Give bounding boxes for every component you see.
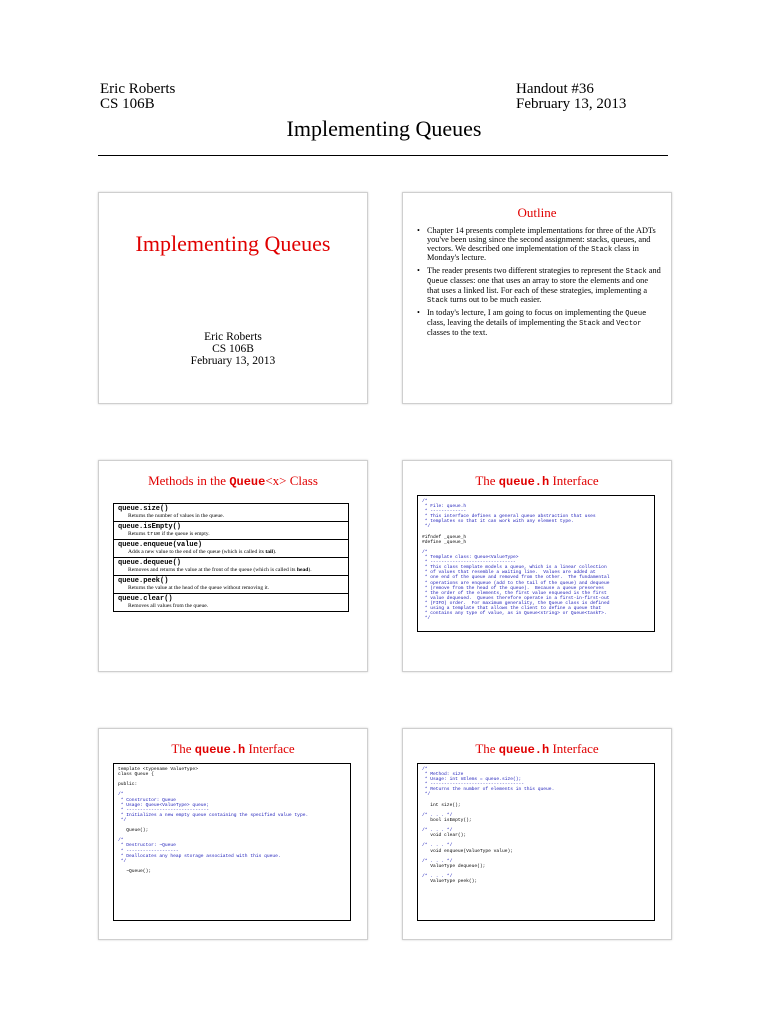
code-line: * value dequeued. Queues therefore operate in a first-in-first-out: [422, 595, 610, 601]
code-line: void clear();: [422, 833, 467, 839]
code-line: * the order of the elements, the first value enqueued is the first: [422, 590, 607, 596]
code-line: * -------------------: [118, 848, 179, 854]
slide-methods: [98, 460, 368, 672]
code-line: /* . . . */: [422, 828, 453, 834]
slide-outline: [402, 192, 672, 404]
slide-outline-title: Outline: [517, 205, 557, 220]
code-line: /* . . . */: [422, 858, 453, 864]
code-line: * Method: size: [422, 772, 464, 778]
slide-methods-title: Methods in the Queue<x> Class: [148, 473, 318, 489]
course-code: CS 106B: [100, 96, 155, 112]
code-line: * -------------------------------: [422, 560, 516, 566]
slide-queue-interface-title: The queue.h Interface: [475, 741, 599, 757]
code-line: * of values that resemble a waiting line. Values are added at: [422, 570, 596, 576]
slide-queue-interface-3: [402, 728, 672, 940]
code-line: void enqueue(ValueType value);: [422, 848, 513, 854]
code-line: public:: [118, 782, 138, 788]
code-line: * contains any type of value, as in Queue<string> or Queue<taskT>.: [422, 611, 607, 617]
slide-queue-interface-title: The queue.h Interface: [171, 741, 295, 757]
slide-title-heading: Implementing Queues: [135, 231, 331, 256]
code-line: * Deallocates any heap storage associated with this queue.: [118, 853, 281, 859]
code-line: * This class template models a queue, which is a linear collection: [422, 565, 607, 571]
code-line: class Queue {: [118, 772, 154, 778]
slide-title: [98, 192, 368, 404]
code-line: Queue();: [118, 828, 149, 834]
slide-author: Eric Roberts: [204, 331, 262, 343]
code-line: #ifndef _queue_h: [422, 534, 467, 540]
code-line: * using a template that allows the client to define a queue that: [422, 605, 602, 611]
code-line: * (remove from the head of the queue). Because a queue preserves: [422, 585, 604, 591]
code-listing: [417, 763, 655, 921]
slide-queue-interface-1: [402, 460, 672, 672]
code-line: * Usage: Queue<ValueType> queue;: [118, 802, 209, 808]
code-line: * Destructor: ~Queue: [118, 843, 176, 849]
code-listing: [417, 495, 655, 632]
code-line: /* . . . */: [422, 812, 453, 818]
table-row: queue.dequeue() Removes and returns the value at the front of the queue (which is called its head).: [114, 558, 349, 576]
code-line: /*: [118, 838, 124, 844]
handout-number: Handout #36: [516, 81, 594, 97]
code-line: * ------------------------------: [118, 807, 209, 813]
code-line: /*: [422, 549, 428, 555]
page-title: Implementing Queues: [286, 116, 482, 141]
code-line: * -------------: [422, 509, 467, 515]
code-line: */: [118, 817, 127, 823]
code-line: * Constructor: Queue: [118, 797, 176, 803]
code-line: #define _queue_h: [422, 539, 467, 545]
table-row: queue.enqueue(value) Adds a new value to the end of the queue (which is called its tail).: [114, 540, 349, 558]
code-line: ~Queue();: [118, 868, 152, 874]
code-line: /*: [422, 499, 428, 504]
code-line: * Initializes a new empty queue containing the specified value type.: [118, 812, 309, 818]
code-line: * (FIFO) order. For maximum generality, the Queue class is defined: [422, 600, 610, 606]
code-line: /*: [422, 767, 428, 772]
code-line: * Usage: int nElems = queue.size();: [422, 777, 522, 783]
table-row: queue.clear() Removes all values from the queue.: [114, 594, 349, 612]
code-line: * This interface defines a general queue abstraction that uses: [422, 514, 596, 520]
outline-bullet-list: [417, 227, 662, 342]
handout-date: February 13, 2013: [516, 96, 627, 112]
slide-course: CS 106B: [212, 343, 254, 355]
code-line: ValueType dequeue();: [422, 863, 486, 869]
table-row: queue.isEmpty() Returns true if the queue is empty.: [114, 522, 349, 540]
code-line: * one end of the queue and removed from the other. The fundamental: [422, 575, 610, 581]
code-line: */: [422, 524, 431, 530]
methods-table: [113, 503, 349, 612]
code-line: */: [422, 792, 431, 798]
table-row: queue.peek() Returns the value at the head of the queue without removing it.: [114, 576, 349, 594]
code-line: * templates so that it can work with any element type.: [422, 519, 574, 525]
header-divider: [98, 155, 668, 156]
code-line: bool isEmpty();: [422, 817, 472, 823]
author-name: Eric Roberts: [100, 81, 176, 97]
slide-date: February 13, 2013: [190, 355, 276, 367]
table-row: queue.size() Returns the number of values in the queue.: [114, 504, 349, 522]
outline-bullet: • Chapter 14 presents complete implementations for three of the ADTs you've been using since the second assignment: stacks, queues, and vectors. We described one implementation of the Stack class in Monday's lecture.: [417, 227, 662, 263]
code-line: ValueType peek();: [422, 879, 478, 885]
code-line: */: [118, 858, 127, 864]
code-line: */: [422, 616, 431, 622]
outline-bullet: • In today's lecture, I am going to focus on implementing the Queue class, leaving the details of implementing the Stack and Vector classes to the text.: [417, 309, 662, 337]
code-line: * Returns the number of elements in this queue.: [422, 787, 555, 793]
slide-queue-interface-2: [98, 728, 368, 940]
code-line: * Template class: Queue<ValueType>: [422, 555, 519, 561]
code-line: /* . . . */: [422, 873, 453, 879]
outline-bullet: • The reader presents two different strategies to represent the Stack and Queue classes: one that uses an array to store the elements and one that uses a linked list. For each of these strategies, implementing a Stack turns out to be much easier.: [417, 267, 662, 305]
code-line: * File: queue.h: [422, 504, 467, 510]
slide-queue-interface-title: The queue.h Interface: [475, 473, 599, 489]
code-line: /* . . . */: [422, 843, 453, 849]
code-line: * ----------------------------------: [422, 782, 524, 788]
code-line: * operations are enqueue (add to the tail of the queue) and dequeue: [422, 580, 610, 586]
code-line: /*: [118, 792, 124, 798]
code-listing: [113, 763, 351, 921]
code-line: template <typename ValueType>: [118, 767, 198, 772]
code-line: int size();: [422, 802, 461, 808]
